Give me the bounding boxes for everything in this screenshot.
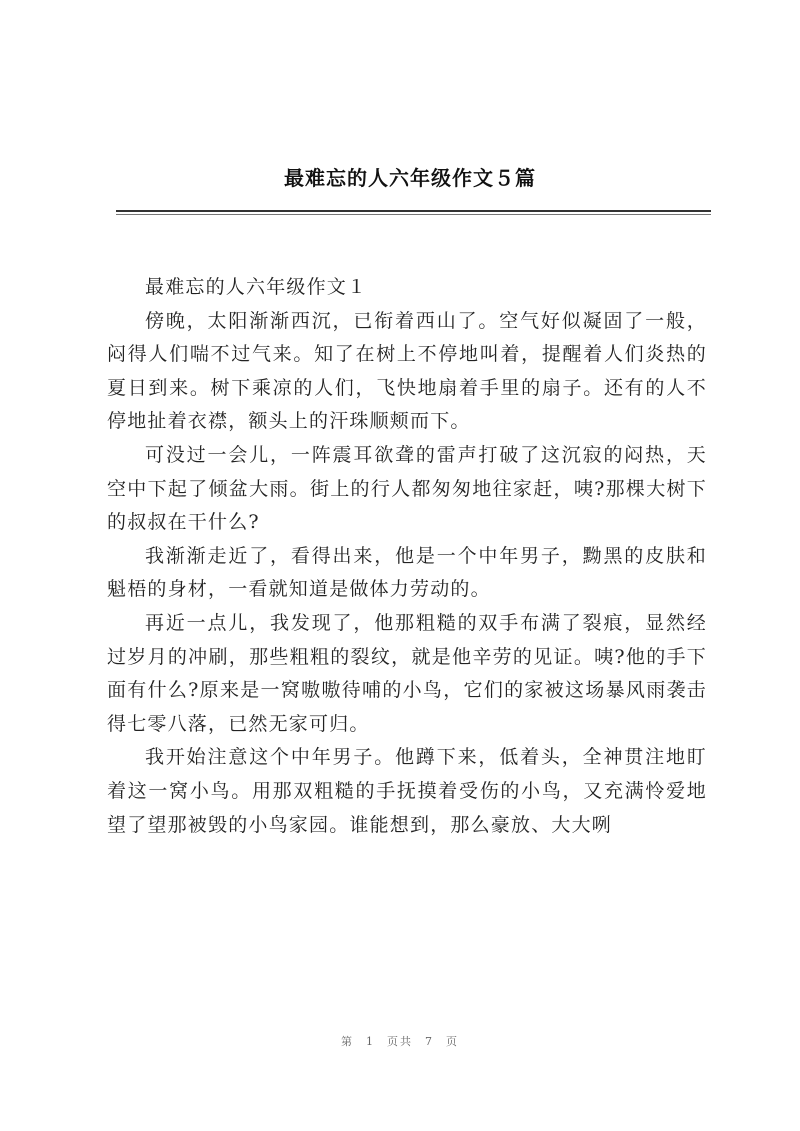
footer-middle: 页共: [387, 1035, 413, 1048]
document-title: 最难忘的人六年级作文５篇: [284, 166, 536, 190]
page-footer: [0, 1033, 800, 1049]
footer-page-number: 1: [366, 1035, 375, 1048]
section-heading: 最难忘的人六年级作文１: [145, 276, 368, 298]
footer-suffix: 页: [446, 1035, 459, 1048]
document-body: [107, 271, 707, 842]
paragraph: 我渐渐走近了，看得出来，他是一个中年男子，黝黑的皮肤和魁梧的身材，一看就知道是做体力劳动的。: [107, 544, 707, 601]
title-divider: [116, 210, 711, 212]
paragraph: 再近一点儿，我发现了，他那粗糙的双手布满了裂痕，显然经过岁月的冲刷，那些粗粗的裂纹，就是他辛劳的见证。咦?他的手下面有什么?原来是一窝嗷嗷待哺的小鸟，它们的家被这场暴风雨袭击得七零八落，已然无家可归。: [107, 611, 707, 735]
footer-page-total: 7: [425, 1035, 434, 1048]
footer-prefix: 第: [341, 1035, 354, 1048]
paragraph: 可没过一会儿，一阵震耳欲聋的雷声打破了这沉寂的闷热，天空中下起了倾盆大雨。街上的行人都匆匆地往家赶，咦?那棵大树下的叔叔在干什么?: [107, 443, 707, 534]
paragraph: 我开始注意这个中年男子。他蹲下来，低着头，全神贯注地盯着这一窝小鸟。用那双粗糙的手抚摸着受伤的小鸟，又充满怜爱地望了望那被毁的小鸟家园。谁能想到，那么豪放、大大咧: [107, 746, 707, 836]
paragraph: 傍晚，太阳渐渐西沉，已衔着西山了。空气好似凝固了一般，闷得人们喘不过气来。知了在树上不停地叫着，提醒着人们炎热的夏日到来。树下乘凉的人们，飞快地扇着手里的扇子。还有的人不停地扯着衣襟，额头上的汗珠顺颊而下。: [107, 309, 707, 433]
title-divider-thin: [116, 214, 711, 215]
